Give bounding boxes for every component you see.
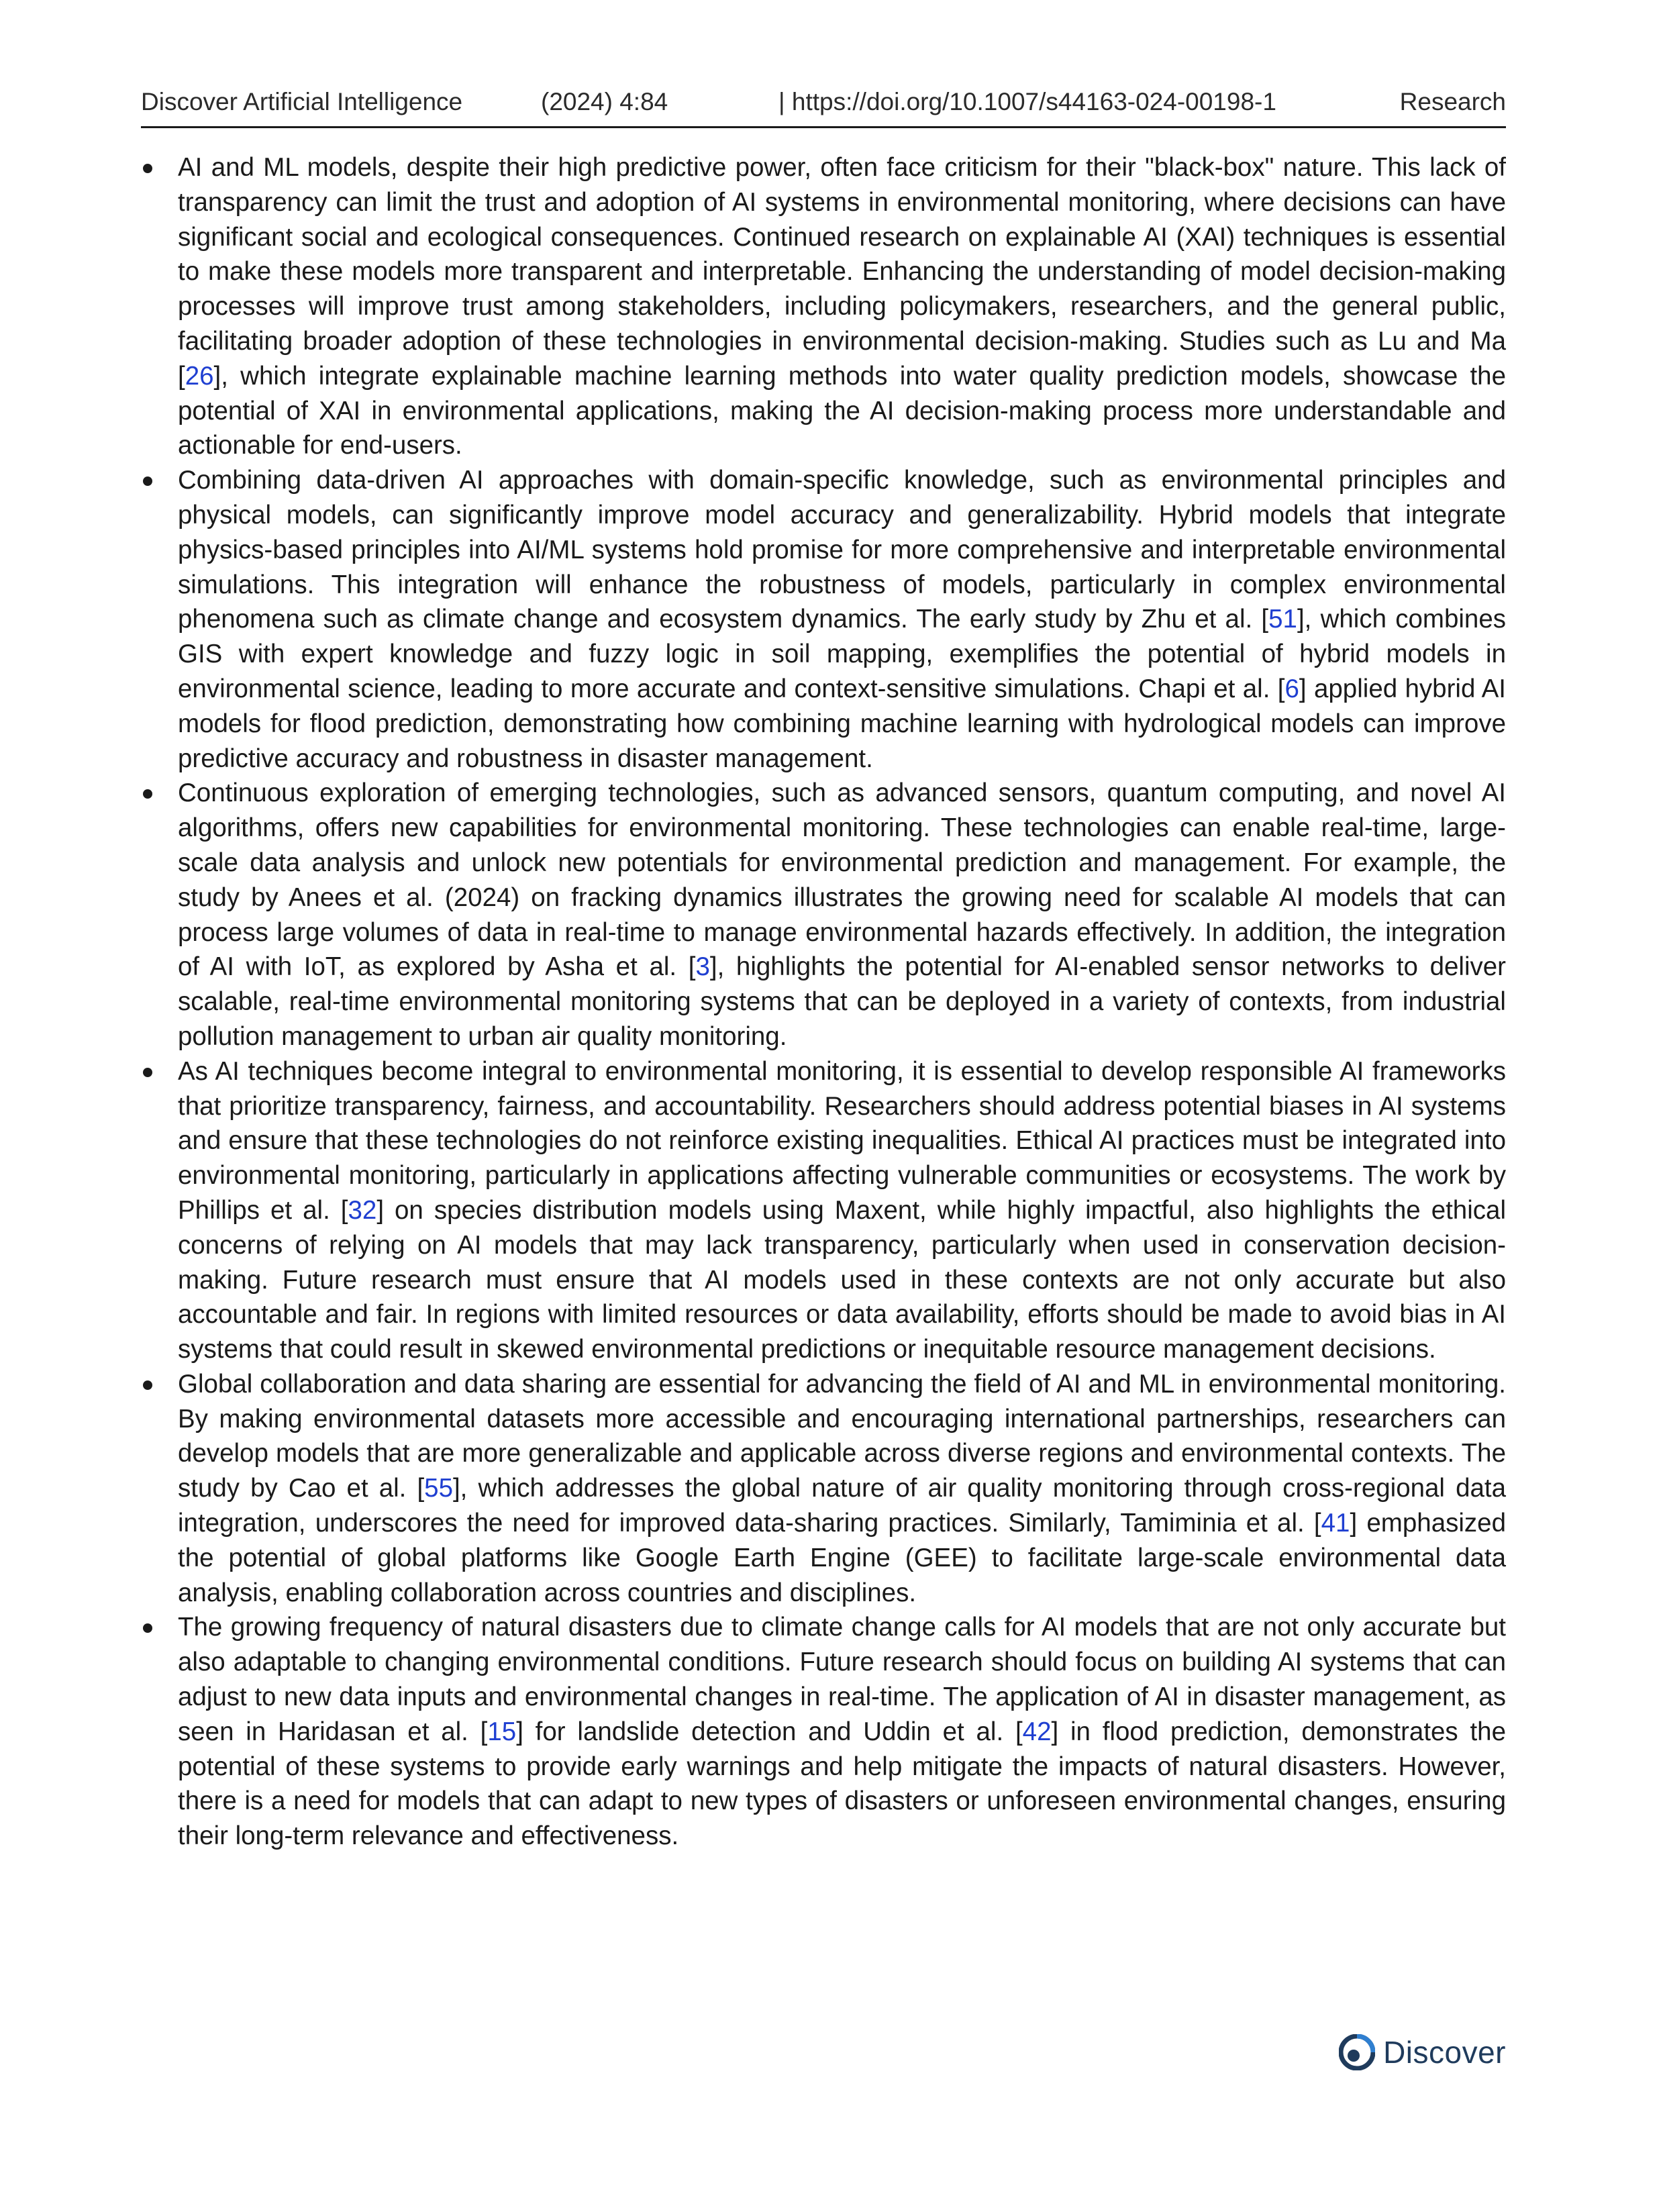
bullet-text: The growing frequency of natural disasters due to climate change calls for AI models that are not only accurate but also adaptable to changing environmental conditions. Future research should focus on building AI systems that can adjust to new data inputs and environmental changes in real-time. The application of AI in disaster management, as seen in Haridasan et al. [ xyxy=(178,1613,1506,1746)
citation-link[interactable]: 26 xyxy=(185,361,214,391)
bullet-text: ], which integrate explainable machine learning methods into water quality prediction models, showcase the potential of XAI in environmental applications, making the AI decision-making process more understandable and actionable for end-users. xyxy=(178,361,1506,460)
bullet-item xyxy=(141,150,1506,463)
citation-link[interactable]: 15 xyxy=(487,1717,517,1746)
citation-link[interactable]: 41 xyxy=(1321,1509,1350,1538)
citation-link[interactable]: 6 xyxy=(1284,674,1299,703)
bullet-item xyxy=(141,1610,1506,1854)
bullet-text: Continuous exploration of emerging technologies, such as advanced sensors, quantum computing, and novel AI algorithms, offers new capabilities for environmental monitoring. These technologies can enable real-time, large-scale data analysis and unlock new potentials for environmental prediction and management. For example, the study by Anees et al. (2024) on fracking dynamics illustrates the growing need for scalable AI models that can process large volumes of data in real-time to manage environmental hazards effectively. In addition, the integration of AI with IoT, as explored by Asha et al. [ xyxy=(178,778,1506,982)
journal-name: Discover Artificial Intelligence xyxy=(141,88,463,115)
citation-link[interactable]: 55 xyxy=(424,1474,453,1503)
bullet-list xyxy=(141,150,1506,1854)
bullet-text: Combining data-driven AI approaches with domain-specific knowledge, such as environmental principles and physical models, can significantly improve model accuracy and generalizability. Hybrid models that integrate physics-based principles into AI/ML systems hold promise for more comprehensive and interpretable environmental simulations. This integration will enhance the robustness of models, particularly in complex environmental phenomena such as climate change and ecosystem dynamics. The early study by Zhu et al. [ xyxy=(178,466,1506,634)
bullet-item xyxy=(141,1367,1506,1611)
bullet-text: ] emphasized the potential of global platforms like Google Earth Engine (GEE) to facilitate large-scale environmental data analysis, enabling collaboration across countries and disciplines. xyxy=(178,1509,1506,1607)
citation-link[interactable]: 32 xyxy=(348,1195,377,1225)
discover-logo-icon xyxy=(1339,2034,1375,2070)
bullet-text: Global collaboration and data sharing are essential for advancing the field of AI and ML in environmental monitoring. By making environmental datasets more accessible and encouraging international partnerships, researchers can develop models that are more generalizable and applicable across diverse regions and environmental contexts. The study by Cao et al. [ xyxy=(178,1369,1506,1503)
discover-logo xyxy=(1339,2031,1506,2074)
bullet-text: As AI techniques become integral to environmental monitoring, it is essential to develop responsible AI frameworks that prioritize transparency, fairness, and accountability. Researchers should address potential biases in AI systems and ensure that these technologies do not reinforce existing inequalities. Ethical AI practices must be integrated into environmental monitoring, particularly in applications affecting vulnerable communities or ecosystems. The work by Phillips et al. [ xyxy=(178,1056,1506,1225)
bullet-text: ] for landslide detection and Uddin et al. [ xyxy=(516,1717,1023,1746)
bullet-item xyxy=(141,1054,1506,1367)
bullet-dot-icon xyxy=(143,789,152,799)
bullet-text: ], highlights the potential for AI-enabled sensor networks to deliver scalable, real-time environmental monitoring systems that can be deployed in a variety of contexts, from industrial pollution management to urban air quality monitoring. xyxy=(178,952,1506,1051)
bullet-text: ] on species distribution models using Maxent, while highly impactful, also highlights the ethical concerns of relying on AI models that may lack transparency, particularly when used in conservation decision-making. Future research must ensure that AI models used in these contexts are not only accurate but also accountable and fair. In regions with limited resources or data availability, efforts should be made to avoid bias in AI systems that could result in skewed environmental predictions or inequitable resource management decisions. xyxy=(178,1195,1506,1364)
bullet-text: ] in flood prediction, demonstrates the potential of these systems to provide early warnings and help mitigate the impacts of natural disasters. However, there is a need for models that can adapt to new types of disasters or unforeseen environmental changes, ensuring their long-term relevance and effectiveness. xyxy=(178,1717,1506,1851)
logo-text: Discover xyxy=(1383,2035,1506,2070)
bullet-text: ], which combines GIS with expert knowledge and fuzzy logic in soil mapping, exemplifies the potential of hybrid models in environmental science, leading to more accurate and context-sensitive simulations. Chapi et al. [ xyxy=(178,605,1506,703)
doi-link[interactable]: | https://doi.org/10.1007/s44163-024-00198-1 xyxy=(778,88,1276,115)
citation-link[interactable]: 51 xyxy=(1268,605,1297,634)
citation-link[interactable]: 3 xyxy=(695,952,710,982)
bullet-dot-icon xyxy=(143,1380,152,1390)
bullet-dot-icon xyxy=(143,1623,152,1633)
bullet-dot-icon xyxy=(143,476,152,486)
bullet-text: ], which addresses the global nature of air quality monitoring through cross-regional data integration, underscores the need for improved data-sharing practices. Similarly, Tamiminia et al. [ xyxy=(178,1474,1506,1538)
bullet-dot-icon xyxy=(143,164,152,173)
citation-link[interactable]: 42 xyxy=(1022,1717,1052,1746)
bullet-text: AI and ML models, despite their high predictive power, often face criticism for their "black-box" nature. This lack of transparency can limit the trust and adoption of AI systems in environmental monitoring, where decisions can have significant social and ecological consequences. Continued research on explainable AI (XAI) techniques is essential to make these models more transparent and interpretable. Enhancing the understanding of model decision-making processes will improve trust among stakeholders, including policymakers, researchers, and the general public, facilitating broader adoption of these technologies in environmental decision-making. Studies such as Lu and Ma [ xyxy=(178,153,1506,391)
bullet-item xyxy=(141,776,1506,1054)
bullet-item xyxy=(141,463,1506,776)
bullet-text: ] applied hybrid AI models for flood prediction, demonstrating how combining machine learning with hydrological models can improve predictive accuracy and robustness in disaster management. xyxy=(178,674,1506,773)
article-type: Research xyxy=(1399,88,1506,115)
running-head xyxy=(141,85,1506,128)
bullet-dot-icon xyxy=(143,1068,152,1077)
year-volume: (2024) 4:84 xyxy=(541,88,668,115)
main-content xyxy=(141,150,1506,1854)
